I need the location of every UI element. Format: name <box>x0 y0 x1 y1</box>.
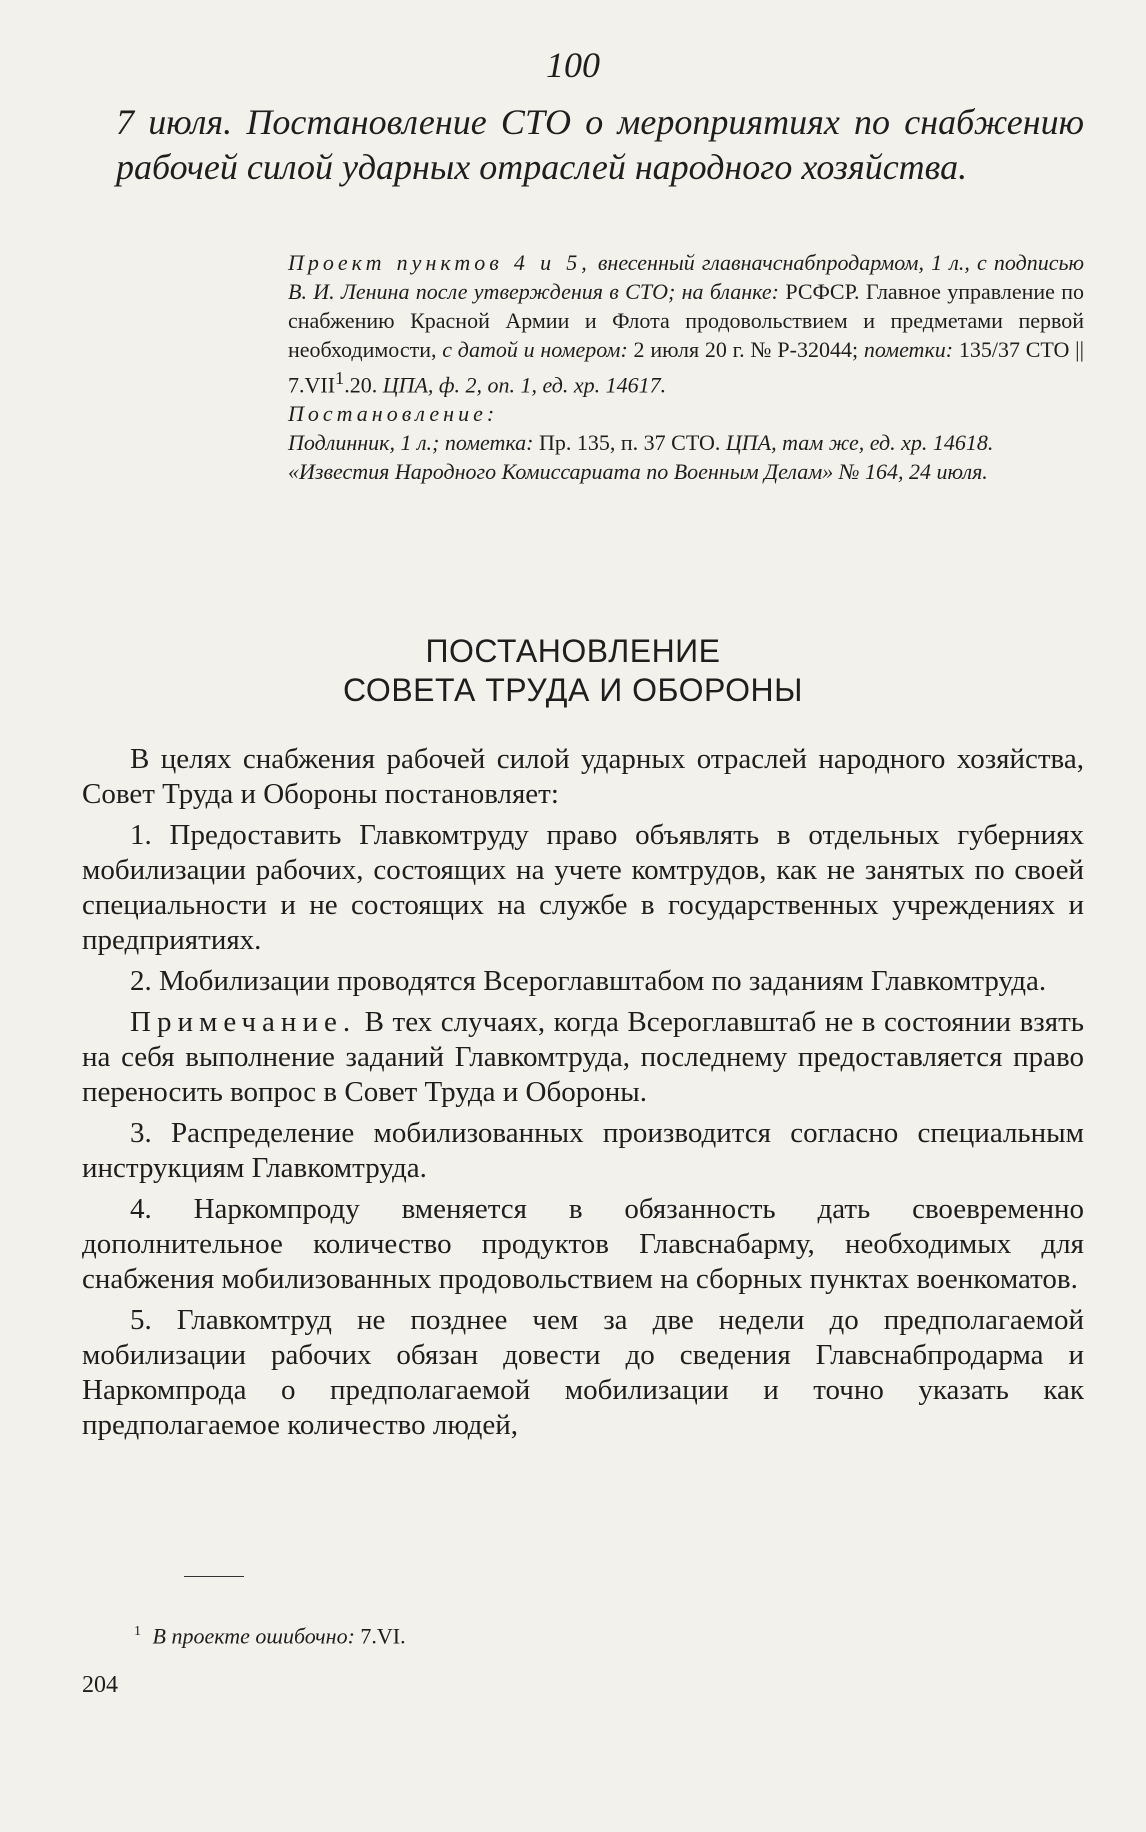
body-point-2: 2. Мобилизации проводятся Всероглавштабом по заданиям Главкомтруда. <box>130 965 1047 997</box>
body-point-3: 3. Распределение мобилизованных производится согласно специальным инструкциям Главкомтруда. <box>82 1117 1084 1184</box>
source-original <box>288 428 1084 457</box>
marks-tail: .20. <box>344 372 378 398</box>
draft-text: внесенный главначснабпродармом, 1 л., с подписью В. И. Ленина после утверждения в СТО; на бланке: <box>288 250 1084 304</box>
publication-ref: «Известия Народного Комиссариата по Военным Делам» № 164, 24 июля. <box>288 459 988 485</box>
source-draft <box>288 248 1084 399</box>
note-label: Примечание. <box>130 1006 357 1038</box>
date-number-value: 2 июля 20 г. № Р-32044; <box>633 337 859 362</box>
original-label: Подлинник, 1 л.; пометка: <box>288 430 534 456</box>
body-note <box>82 1005 1084 1110</box>
marks-sup: 1 <box>335 368 345 388</box>
footnote-rule <box>184 1576 244 1577</box>
marks-label: пометки: <box>863 337 954 362</box>
footnote-value: 7.VI. <box>360 1623 406 1649</box>
source-resolution-label <box>288 399 1084 428</box>
note-text: В тех случаях, когда Всероглавштаб не в состоянии взять на себя выполнение заданий Главкомтруда, последнему предоставляется право переносить вопрос в Совет Труда и Обороны. <box>82 1006 1085 1108</box>
archive-ref-2: ЦПА, там же, ед. хр. 14618. <box>725 430 994 456</box>
footnote-label: В проекте ошибочно: <box>152 1623 355 1649</box>
print-page-number: 204 <box>82 1672 118 1698</box>
resolution-body <box>82 742 1084 1449</box>
footnote <box>134 1618 934 1650</box>
resolution-title-line1: ПОСТАНОВЛЕНИЕ <box>425 633 721 669</box>
source-publication <box>288 457 1084 486</box>
body-intro: В целях снабжения рабочей силой ударных отраслей народного хозяйства, Совет Труда и Обороны постановляет: <box>82 743 1084 810</box>
heading-text: Постановление СТО о мероприятиях по снабжению рабочей силой ударных отраслей народного хозяйства. <box>116 102 1084 187</box>
marks-value: 135/37 СТО || 7.VII <box>288 337 1084 398</box>
date-number-label: с датой и номером: <box>442 337 628 362</box>
body-point-5: 5. Главкомтруд не позднее чем за две недели до предполагаемой мобилизации рабочих обязан довести до сведения Главснабпродарма и Наркомпрода о предполагаемой мобилизации и точно указать как предполагаемое количество людей, <box>82 1304 1084 1441</box>
body-point-4: 4. Наркомпроду вменяется в обязанность дать своевременно дополнительное количество продуктов Главснабарму, необходимых для снабжения мобилизованных продовольствием на сборных пунктах военкоматов. <box>82 1193 1084 1295</box>
draft-label: Проект пунктов 4 и 5, <box>288 250 591 275</box>
page-number-top: 100 <box>546 45 600 85</box>
original-value: Пр. 135, п. 37 СТО. <box>539 430 721 456</box>
body-point-1: 1. Предоставить Главкомтруду право объявлять в отдельных губерниях мобилизации рабочих, состоящих на учете комтрудов, как не занятых по своей специальности и не состоящих на службе в государственных учреждениях и предприятиях. <box>82 819 1084 956</box>
resolution-title-line2: СОВЕТА ТРУДА И ОБОРОНЫ <box>343 672 803 708</box>
resolution-title <box>0 632 1146 710</box>
resolution-label: Постановление: <box>288 401 499 427</box>
document-heading <box>116 100 1084 190</box>
heading-date: 7 июля. <box>116 102 233 142</box>
archive-ref-1: ЦПА, ф. 2, оп. 1, ед. хр. 14617. <box>382 372 667 398</box>
blank-text: РСФСР. Главное управление по снабжению Красной Армии и Флота продовольствием и предметами первой необходимости, <box>288 279 1085 362</box>
footnote-mark: 1 <box>134 1624 141 1639</box>
source-notes <box>288 248 1084 486</box>
